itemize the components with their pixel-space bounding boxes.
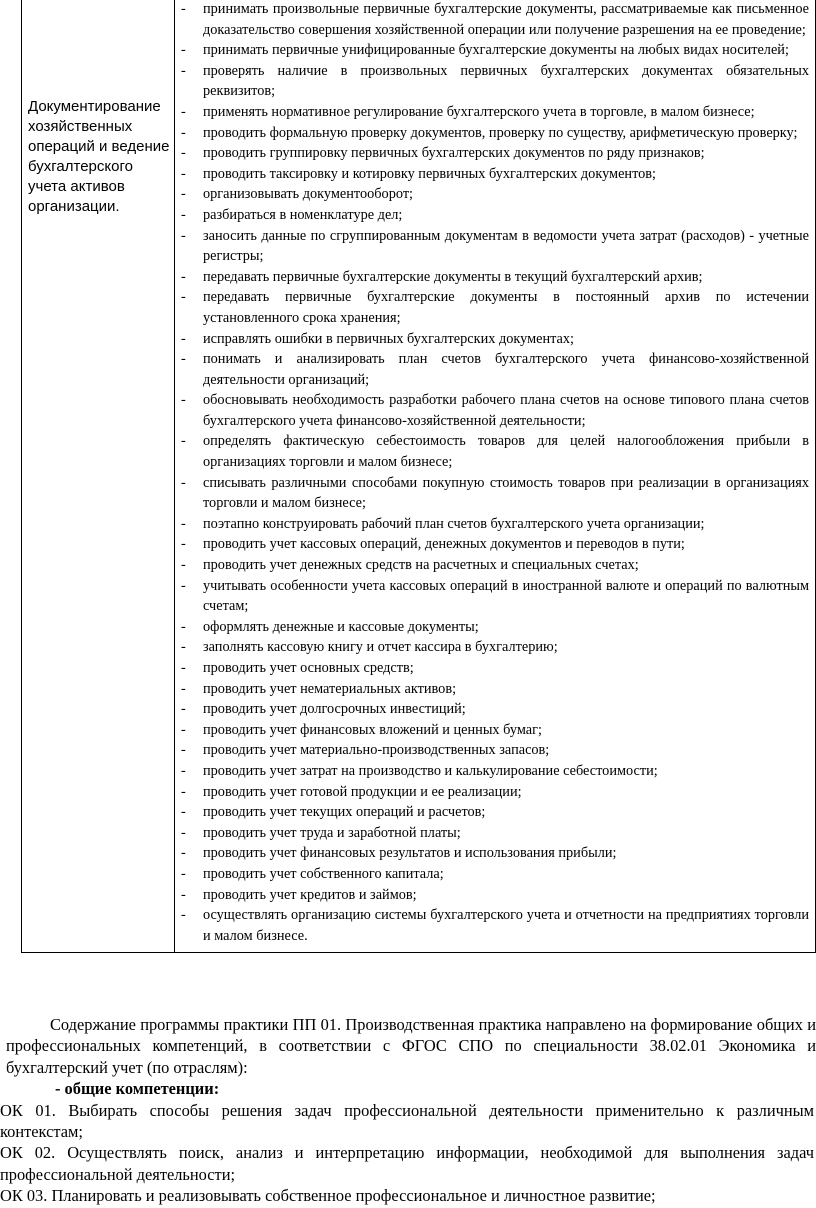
list-item — [181, 329, 809, 350]
bullet-dash: - — [181, 227, 186, 244]
bullet-dash: - — [181, 103, 186, 120]
list-item — [181, 473, 809, 514]
list-item — [181, 679, 809, 700]
skill-text: проводить группировку первичных бухгалтерских документов по ряду признаков; — [203, 145, 705, 162]
bullet-dash: - — [181, 165, 186, 182]
skill-text: проводить учет денежных средств на расчетных и специальных счетах; — [203, 557, 639, 574]
bullet-dash: - — [181, 865, 186, 882]
intro-paragraph: Содержание программы практики ПП 01. Производственная практика направлено на формирование общих и профессиональных компетенций, в соответствии с ФГОС СПО по специальности 38.02.01 Экономика и бухгалтерский учет (по отраслям): — [6, 1015, 816, 1077]
skill-text: организовывать документооборот; — [203, 186, 414, 203]
list-item — [181, 349, 809, 390]
bullet-dash: - — [181, 330, 186, 347]
skill-text: проводить учет кредитов и займов; — [203, 886, 417, 903]
skill-text: оформлять денежные и кассовые документы; — [203, 618, 479, 635]
bullet-dash: - — [181, 577, 186, 594]
skill-text: проводить учет готовой продукции и ее реализации; — [203, 783, 522, 800]
bullet-dash: - — [181, 824, 186, 841]
skill-text: заполнять кассовую книгу и отчет кассира в бухгалтерию; — [203, 639, 558, 656]
bullet-dash: - — [181, 351, 186, 368]
competency-item: ОК 03. Планировать и реализовывать собственное профессиональное и личностное развитие; — [0, 1186, 656, 1206]
skill-text: проводить учет текущих операций и расчетов; — [203, 804, 486, 821]
skill-text: проводить учет кассовых операций, денежных документов и переводов в пути; — [203, 536, 685, 553]
bullet-dash: - — [181, 474, 186, 491]
skill-text: проводить таксировку и котировку первичных бухгалтерских документов; — [203, 165, 657, 182]
bullet-dash: - — [181, 907, 186, 924]
list-item — [181, 802, 809, 823]
skill-text: передавать первичные бухгалтерские документы в текущий бухгалтерский архив; — [203, 268, 703, 285]
bullet-dash: - — [181, 762, 186, 779]
bullet-dash: - — [181, 124, 186, 141]
list-item — [181, 720, 809, 741]
bullet-dash: - — [181, 660, 186, 676]
list-item — [181, 102, 809, 123]
list-item — [181, 761, 809, 782]
list-item — [181, 143, 809, 164]
skill-text: списывать различными способами покупную стоимость товаров при реализации в организациях торговли и малом бизнесе; — [203, 474, 809, 512]
list-item — [181, 40, 809, 61]
list-item — [181, 885, 809, 906]
skill-text: проводить учет материально-производственных запасов; — [203, 742, 550, 759]
skills-table — [21, 0, 816, 953]
list-item — [181, 123, 809, 144]
skill-text: проводить учет труда и заработной платы; — [203, 824, 461, 841]
skill-text: проводить учет затрат на производство и калькулирование себестоимости; — [203, 762, 658, 779]
skill-text: проводить учет финансовых результатов и использования прибыли; — [203, 845, 617, 862]
list-item — [181, 184, 809, 205]
bullet-dash: - — [181, 680, 186, 697]
list-item — [181, 205, 809, 226]
list-item — [181, 617, 809, 638]
bullet-dash: - — [181, 701, 186, 718]
skill-text: учитывать особенности учета кассовых операций в иностранной валюте и операций по валютным счетам; — [203, 577, 809, 615]
skill-text: осуществлять организацию системы бухгалтерского учета и отчетности на предприятиях торговли и малом бизнесе. — [203, 907, 809, 944]
list-item — [181, 864, 809, 885]
bullet-dash: - — [181, 618, 186, 635]
skill-text: понимать и анализировать план счетов бухгалтерского учета финансово-хозяйственной деятельности организаций; — [203, 351, 809, 388]
list-item — [181, 658, 809, 679]
skill-text: обосновывать необходимость разработки рабочего плана счетов на основе типового плана счетов бухгалтерского учета финансово-хозяйственной деятельности; — [203, 392, 809, 429]
bullet-dash: - — [181, 42, 186, 59]
list-item — [181, 0, 809, 40]
list-item — [181, 555, 809, 576]
bullet-dash: - — [181, 392, 186, 409]
skill-text: применять нормативное регулирование бухгалтерского учета в торговле, в малом бизнесе; — [203, 103, 755, 120]
bullet-dash: - — [181, 721, 186, 738]
skill-text: проводить учет основных средств; — [203, 660, 414, 676]
skill-text: проводить учет долгосрочных инвестиций; — [203, 701, 466, 718]
bullet-dash: - — [181, 557, 186, 574]
body-text — [0, 1014, 816, 1207]
general-competencies-heading: - общие компетенции: — [55, 1079, 220, 1099]
skill-text: проводить учет нематериальных активов; — [203, 680, 457, 697]
list-item — [181, 226, 809, 267]
bullet-dash: - — [181, 62, 186, 79]
skill-text: заносить данные по сгруппированным документам в ведомости учета затрат (расходов) - учетные регистры; — [203, 227, 809, 265]
skill-text: проводить формальную проверку документов, проверку по существу, арифметическую проверку; — [203, 124, 798, 141]
skill-text: проводить учет собственного капитала; — [203, 865, 444, 882]
bullet-dash: - — [181, 845, 186, 862]
skills-cell — [175, 0, 816, 953]
competency-item: ОК 01. Выбирать способы решения задач профессиональной деятельности применительно к различным контекстам; — [0, 1100, 814, 1142]
skill-list — [175, 0, 815, 952]
bullet-dash: - — [181, 433, 186, 450]
list-item — [181, 576, 809, 617]
list-item — [181, 514, 809, 535]
table-row — [22, 0, 816, 953]
section-label: Документирование хозяйственных операций и ведение бухгалтерского учета активов организации. — [28, 98, 170, 215]
bullet-dash: - — [181, 783, 186, 800]
list-item — [181, 905, 809, 946]
bullet-dash: - — [181, 1, 186, 17]
skill-text: определять фактическую себестоимость товаров для целей налогообложения прибыли в организациях торговли и малом бизнесе; — [203, 433, 809, 471]
skill-text: исправлять ошибки в первичных бухгалтерских документах; — [203, 330, 575, 347]
list-item — [181, 637, 809, 658]
competency-item: ОК 02. Осуществлять поиск, анализ и интерпретацию информации, необходимой для выполнения задач профессиональной деятельности; — [0, 1143, 814, 1184]
list-item — [181, 164, 809, 185]
list-item — [181, 843, 809, 864]
skill-text: передавать первичные бухгалтерские документы в постоянный архив по истечении установленного срока хранения; — [203, 289, 809, 326]
list-item — [181, 823, 809, 844]
list-item — [181, 782, 809, 803]
bullet-dash: - — [181, 186, 186, 203]
skill-text: принимать первичные унифицированные бухгалтерские документы на любых видах носителей; — [203, 42, 789, 59]
section-cell — [22, 0, 175, 953]
bullet-dash: - — [181, 289, 186, 306]
bullet-dash: - — [181, 639, 186, 656]
bullet-dash: - — [181, 742, 186, 759]
list-item — [181, 61, 809, 102]
list-item — [181, 699, 809, 720]
list-item — [181, 431, 809, 472]
skill-text: разбираться в номенклатуре дел; — [203, 206, 403, 223]
bullet-dash: - — [181, 145, 186, 162]
list-item — [181, 267, 809, 288]
skill-text: принимать произвольные первичные бухгалтерские документы, рассматриваемые как письменное доказательство совершения хозяйственной операции или получение разрешения на ее проведение; — [203, 1, 809, 38]
list-item — [181, 390, 809, 431]
bullet-dash: - — [181, 206, 186, 223]
list-item — [181, 287, 809, 328]
bullet-dash: - — [181, 536, 186, 553]
skill-text: проводить учет финансовых вложений и ценных бумаг; — [203, 721, 542, 738]
bullet-dash: - — [181, 886, 186, 903]
bullet-dash: - — [181, 515, 186, 532]
skill-text: поэтапно конструировать рабочий план счетов бухгалтерского учета организации; — [203, 515, 705, 532]
bullet-dash: - — [181, 268, 186, 285]
skill-text: проверять наличие в произвольных первичных бухгалтерских документах обязательных реквизитов; — [203, 62, 809, 100]
bullet-dash: - — [181, 804, 186, 821]
list-item — [181, 534, 809, 555]
list-item — [181, 740, 809, 761]
